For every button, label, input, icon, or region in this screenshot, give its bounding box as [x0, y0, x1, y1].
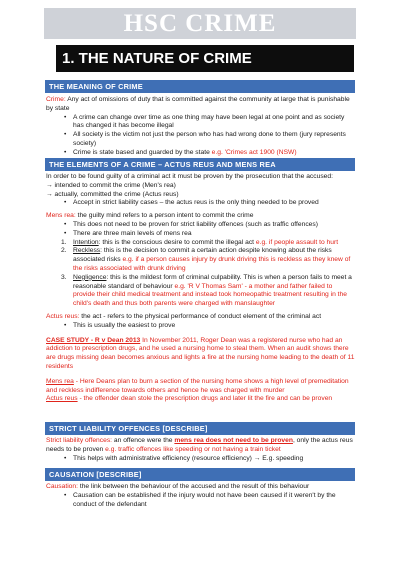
numbered-item: [46, 247, 356, 273]
emphasis-text: mens rea does not need to be proven: [174, 437, 293, 444]
mens-rea-definition: [46, 212, 356, 221]
bullet-item: • Causation can be established if the injury would not have been caused if it weren't by the conduct of the defendant: [46, 492, 356, 510]
chapter-title: 1. THE NATURE OF CRIME: [62, 50, 252, 67]
term-label: Reckless: [73, 247, 101, 255]
bullet-item: • There are three main levels of mens rea: [46, 230, 356, 239]
case-text: - Here Deans plan to burn a section of the nursing home shows a high level of premeditation and reckless indifference towards others and hence he was charged with murder: [46, 377, 349, 394]
bullet-item: • Accept in strict liability cases – the actus reus is the only thing needed to be proved: [46, 199, 356, 208]
item-text: : this is the conscious desire to commit the illegal act: [98, 238, 256, 246]
item-number: 2.: [61, 247, 67, 255]
numbered-item: [46, 239, 356, 248]
arrow-line: → actually, committed the crime (Actus reus): [46, 190, 179, 198]
term-label: Intention: [73, 238, 99, 246]
definition-text: Any act of omissions of duty that is committed against the community at large that is punishable by state: [46, 96, 350, 112]
term-label: Actus reus:: [46, 312, 80, 320]
example-text: e.g. if people assault to hurt: [255, 238, 339, 246]
definition-text: the link between the behaviour of the accused and the result of this behaviour: [77, 483, 310, 490]
case-text: - the offender dean stole the prescription drugs and later lit the fire and can be proven: [77, 395, 333, 403]
term-label: Causation:: [46, 483, 78, 490]
definition-text: the act - refers to the physical performance of conduct element of the criminal act: [79, 312, 322, 320]
bullet-item: • A crime can change over time as one thing may have been legal at one point and as society has changed it has become illegal: [46, 114, 356, 132]
definition-text: an offence were the: [112, 437, 175, 444]
example-text: e.g. traffic offences like speeding or not having a train ticket: [105, 445, 281, 453]
strict-liability-definition: [46, 437, 356, 455]
numbered-item: [46, 274, 356, 309]
bullet-item: • This does not need to be proven for strict liability offences (such as traffic offences): [46, 221, 356, 230]
item-text: : this is the decision to commit a certain action despite knowing about the risks associated risks: [73, 247, 332, 264]
banner: [44, 8, 356, 39]
case-mens-rea: [46, 378, 356, 396]
term-label: Strict liability offences:: [46, 437, 113, 444]
actus-reus-definition: [46, 313, 356, 322]
item-text: : this is the mildest form of criminal culpability. This is when a person fails to meet a reasonable standard of behaviour: [73, 273, 352, 290]
intro-text: In order to be found guilty of a criminal act it must be proven by the prosecution that the accused:: [46, 173, 333, 180]
section-heading-text: CAUSATION [DESCRIBE]: [49, 470, 142, 479]
bullet-item: • This is usually the easiest to prove: [46, 322, 356, 331]
term-label: Crime:: [46, 96, 66, 103]
item-number: 3.: [61, 273, 67, 281]
case-study: [46, 337, 356, 372]
example-text: e.g. 'R V Thomas Sam' - a mother and father failed to provide their child medical treatment and instead took homeopathic treatment resulting in the child's death and thus both parents were charged with manslaughter: [73, 282, 347, 308]
section-heading-strict-liability: [45, 422, 355, 435]
section-body-meaning: [46, 96, 356, 158]
bullet-text: Crime is state based and guarded by the state: [73, 148, 212, 156]
section-heading-causation: [45, 468, 355, 481]
arrow-line: → intended to commit the crime (Men's rea): [46, 181, 176, 189]
case-actus-reus: [46, 395, 356, 404]
definition-text: the guilty mind refers to a person intent to commit the crime: [75, 212, 254, 220]
section-heading-text: THE ELEMENTS OF A CRIME – ACTUS REUS AND MENS REA: [49, 160, 276, 169]
term-label: Mens rea: [46, 377, 74, 385]
bullet-item: • All society is the victim not just the person who has had wrong done to them (jury represents society): [46, 131, 356, 149]
example-text: e.g. if a person causes injury by drunk driving this is reckless as they knew of the risks associated with drunk driving: [73, 256, 351, 272]
crime-definition: [46, 96, 356, 114]
section-heading-meaning: [45, 80, 355, 93]
bullet-item: [46, 149, 356, 158]
causation-definition: [46, 483, 356, 492]
example-text: e.g. 'Crimes act 1900 (NSW): [211, 148, 297, 156]
case-study-text: In November 2011, Roger Dean was a registered nurse who had an addiction to prescription drugs, and he used a nursing home to steal them. When an audit shows there are drugs missing dean becomes anxious and lights a fire at the nursing home leading to the death of 11 residents: [46, 336, 355, 370]
section-body-elements: [46, 173, 356, 404]
term-label: Negligence: [73, 273, 107, 281]
definition-text: , only the actus reus needs to be proven: [46, 437, 353, 453]
section-heading-text: STRICT LIABILITY OFFENCES [DESCRIBE]: [49, 424, 208, 433]
section-body-strict-liability: [46, 437, 356, 463]
section-heading-text: THE MEANING OF CRIME: [49, 82, 143, 91]
section-heading-elements: [45, 158, 355, 171]
term-label: Mens rea:: [46, 212, 76, 220]
case-study-label: CASE STUDY - R v Dean 2013: [46, 336, 141, 344]
banner-title: HSC CRIME: [123, 10, 277, 37]
item-number: 1.: [61, 238, 67, 246]
bullet-item: • This helps with administrative efficiency (resource efficiency) → E.g. speeding: [46, 455, 356, 464]
section-body-causation: [46, 483, 356, 509]
term-label: Actus reus: [46, 395, 78, 403]
chapter-title-bar: [56, 45, 354, 72]
